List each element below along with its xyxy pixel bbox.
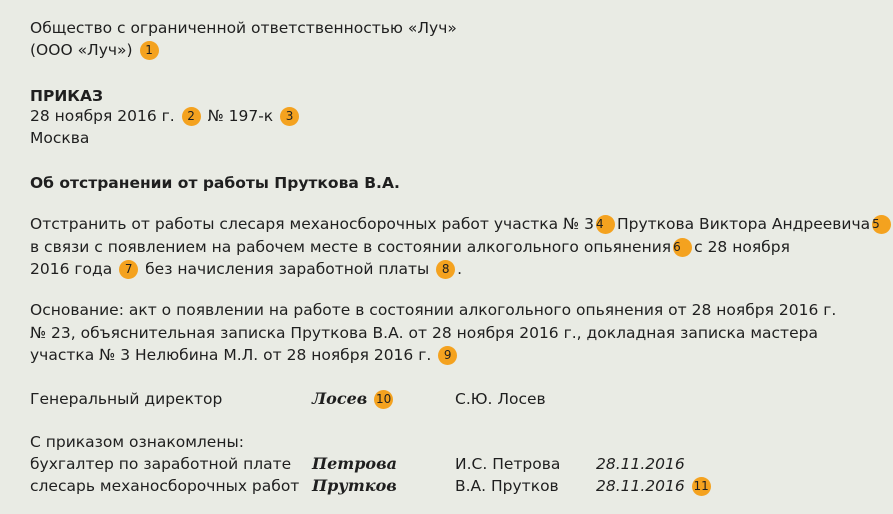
acq-row-2-date <box>596 476 713 496</box>
callout-badge: 1 <box>140 41 159 60</box>
basis-line-1 <box>30 300 837 320</box>
signature-text: Прутков <box>312 476 397 495</box>
signature-text: Петрова <box>312 454 397 473</box>
callout-badge: 10 <box>374 390 393 409</box>
order-subject: Об отстранении от работы Пруткова В.А. <box>30 174 400 192</box>
callout-badge: 4 <box>596 215 615 234</box>
body-text: . <box>457 260 463 278</box>
callout-badge: 5 <box>872 215 891 234</box>
basis-text: Основание: акт о появлении на работе в состоянии алкогольного опьянения от 28 ноября 2016 г. <box>30 301 837 319</box>
callout-badge: 7 <box>119 260 138 279</box>
body-line-3 <box>30 259 462 279</box>
callout-badge: 3 <box>280 107 299 126</box>
basis-line-2 <box>30 323 818 343</box>
callout-badge: 11 <box>692 477 711 496</box>
order-title: ПРИКАЗ <box>30 87 103 105</box>
org-short-text: (ООО «Луч») <box>30 41 133 59</box>
body-text: без начисления заработной платы <box>145 260 430 278</box>
acq-row-1-name: И.С. Петрова <box>455 455 561 473</box>
body-line-2 <box>30 237 790 257</box>
body-text: Отстранить от работы слесаря механосборочных работ участка № 3 <box>30 215 594 233</box>
basis-line-3 <box>30 345 459 365</box>
date-text: 28.11.2016 <box>596 477 685 495</box>
order-date: 28 ноября 2016 г. <box>30 107 175 125</box>
order-city: Москва <box>30 129 90 147</box>
org-full-text: Общество с ограниченной ответственностью «Луч» <box>30 19 457 37</box>
acq-row-2-sign <box>312 476 397 496</box>
director-name: С.Ю. Лосев <box>455 390 546 408</box>
body-line-1 <box>30 214 880 234</box>
director-position: Генеральный директор <box>30 390 223 408</box>
body-text: 2016 года <box>30 260 113 278</box>
body-text: в связи с появлением на рабочем месте в состоянии алкогольного опьянения <box>30 238 672 256</box>
acq-row-1-date: 28.11.2016 <box>596 455 685 473</box>
acquainted-heading: С приказом ознакомлены: <box>30 433 244 451</box>
callout-badge: 9 <box>438 346 457 365</box>
callout-badge: 2 <box>182 107 201 126</box>
order-date-number <box>30 106 301 126</box>
basis-text: № 23, объяснительная записка Пруткова В.А. от 28 ноября 2016 г., докладная записка мастера <box>30 324 818 342</box>
callout-badge: 8 <box>436 260 455 279</box>
organization-short-name <box>30 40 161 60</box>
order-number: № 197-к <box>207 107 274 125</box>
acq-row-1-sign <box>312 454 397 474</box>
body-text: с 28 ноября <box>694 238 790 256</box>
organization-full-name <box>30 18 457 38</box>
acq-row-2-position: слесарь механосборочных работ <box>30 477 300 495</box>
director-signature <box>312 389 395 409</box>
director-sign: Лосев <box>312 389 368 408</box>
callout-badge: 6 <box>673 238 692 257</box>
acq-row-1-position: бухгалтер по заработной плате <box>30 455 292 473</box>
basis-text: участка № 3 Нелюбина М.Л. от 28 ноября 2016 г. <box>30 346 432 364</box>
employee-name: Пруткова Виктора Андреевича <box>616 215 871 233</box>
acq-row-2-name: В.А. Прутков <box>455 477 559 495</box>
